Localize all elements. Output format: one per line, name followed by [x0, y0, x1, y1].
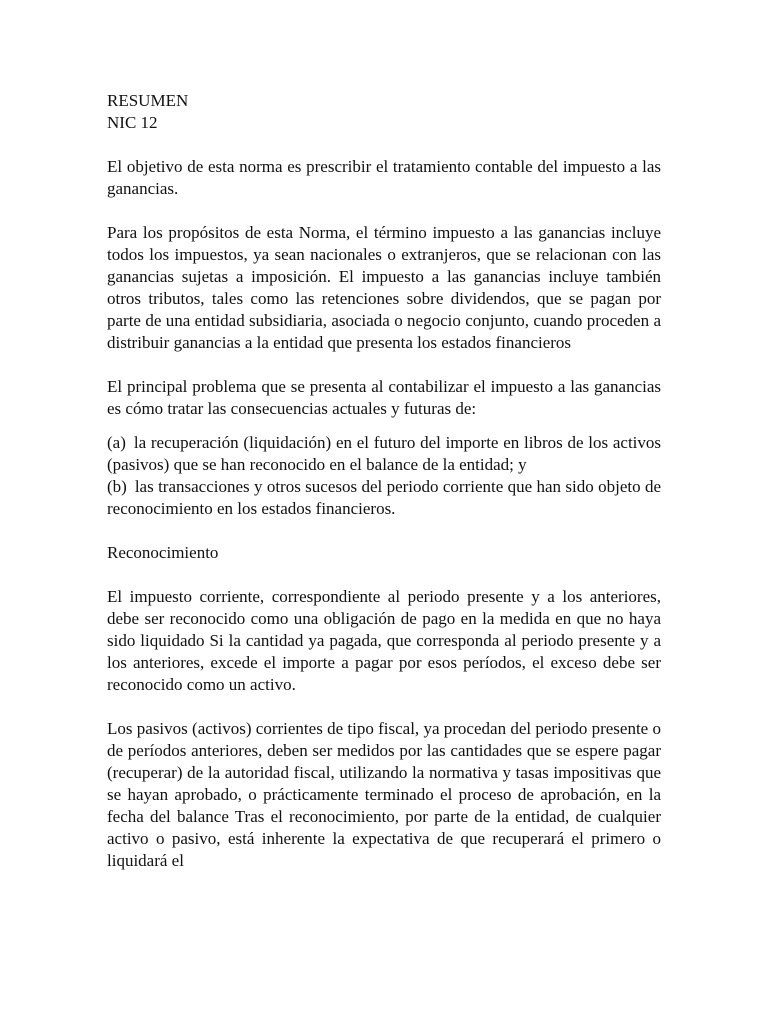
spacer [107, 564, 661, 586]
heading-subtitle: NIC 12 [107, 113, 158, 132]
list-item-text: la recuperación (liquidación) en el futuro del importe en libros de los activos (pasivos) que se han reconocido en el balance de la entidad; y [107, 433, 661, 474]
document-content [107, 90, 661, 872]
spacer [107, 520, 661, 542]
spacer [107, 420, 661, 432]
document-heading [107, 90, 661, 134]
heading-title: RESUMEN [107, 91, 189, 110]
list-item-text: las transacciones y otros sucesos del periodo corriente que han sido objeto de reconocimiento en los estados financieros. [107, 477, 661, 518]
list-item-marker: (a) [107, 433, 126, 452]
section-title: Reconocimiento [107, 543, 219, 562]
spacer [107, 134, 661, 156]
consequences-list [107, 432, 661, 520]
spacer [107, 354, 661, 376]
list-item [107, 432, 661, 476]
objective-paragraph: El objetivo de esta norma es prescribir el tratamiento contable del impuesto a las ganancias. [107, 157, 661, 198]
list-item-marker: (b) [107, 477, 127, 496]
problem-paragraph: El principal problema que se presenta al contabilizar el impuesto a las ganancias es cómo tratar las consecuencias actuales y futuras de: [107, 377, 661, 418]
definition-paragraph: Para los propósitos de esta Norma, el término impuesto a las ganancias incluye todos los impuestos, ya sean nacionales o extranjeros, que se relacionan con las ganancias sujetas a imposición. El impuesto a las ganancias incluye también otros tributos, tales como las retenciones sobre dividendos, que se pagan por parte de una entidad subsidiaria, asociada o negocio conjunto, cuando proceden a distribuir ganancias a la entidad que presenta los estados financieros [107, 223, 661, 352]
list-item [107, 476, 661, 520]
spacer [107, 200, 661, 222]
current-tax-paragraph: El impuesto corriente, correspondiente al periodo presente y a los anteriores, debe ser reconocido como una obligación de pago en la medida en que no haya sido liquidado Si la cantidad ya pagada, que corresponda al periodo presente y a los anteriores, excede el importe a pagar por esos períodos, el exceso debe ser reconocido como un activo. [107, 587, 661, 694]
measurement-paragraph: Los pasivos (activos) corrientes de tipo fiscal, ya procedan del periodo presente o de períodos anteriores, deben ser medidos por las cantidades que se espere pagar (recuperar) de la autoridad fiscal, utilizando la normativa y tasas impositivas que se hayan aprobado, o prácticamente terminado el proceso de aprobación, en la fecha del balance Tras el reconocimiento, por parte de la entidad, de cualquier activo o pasivo, está inherente la expectativa de que recuperará el primero o liquidará el [107, 719, 661, 870]
spacer [107, 696, 661, 718]
